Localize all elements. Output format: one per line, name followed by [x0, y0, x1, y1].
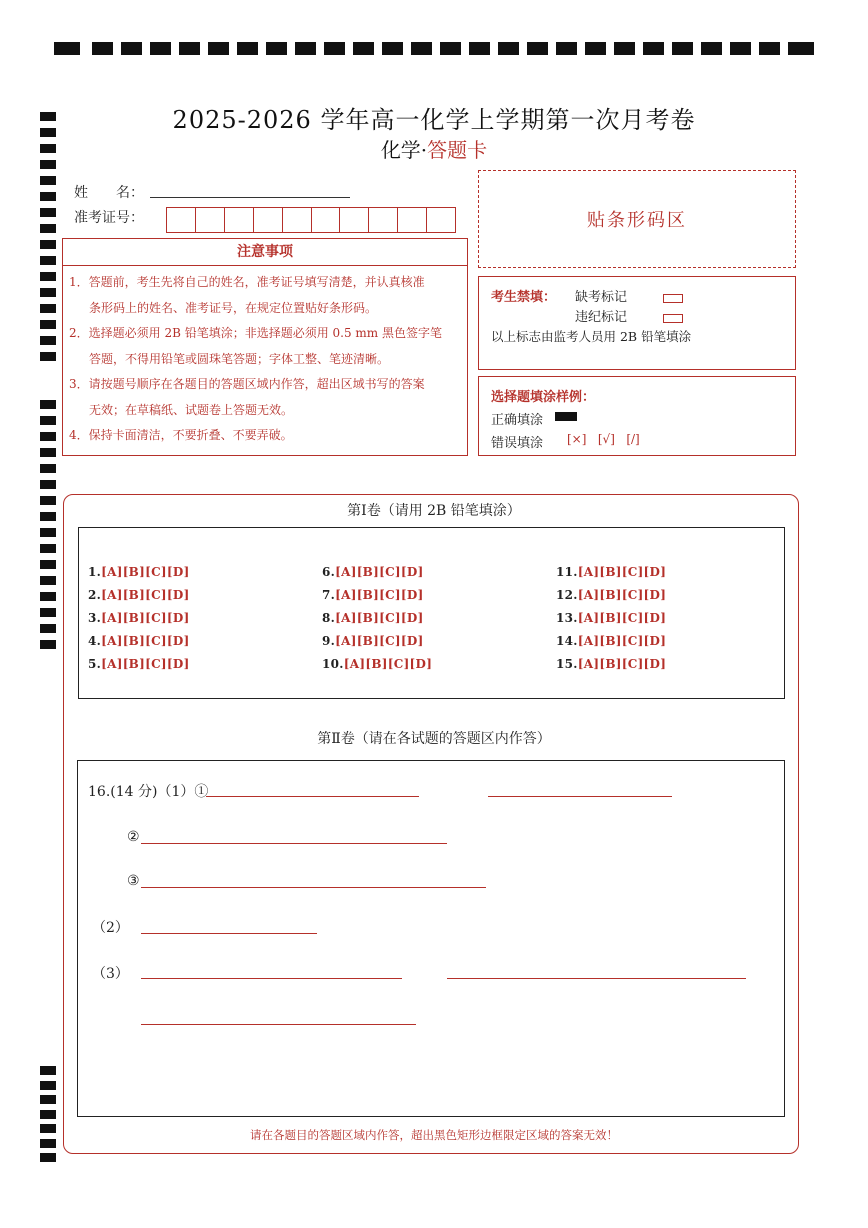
answer-line-1a[interactable] [206, 796, 419, 797]
forbidden-label: 考生禁填： [491, 290, 557, 305]
mc-question-number: 14. [556, 634, 578, 648]
mc-question[interactable] [556, 634, 666, 648]
timing-mark [40, 1066, 56, 1075]
id-digit-box[interactable] [196, 208, 225, 232]
mc-options[interactable]: [A][B][C][D] [577, 634, 667, 648]
mc-question[interactable] [322, 565, 424, 579]
timing-mark [40, 288, 56, 297]
mc-question[interactable] [322, 611, 424, 625]
id-digit-box[interactable] [312, 208, 341, 232]
timing-mark [40, 224, 56, 233]
timing-mark [40, 272, 56, 281]
mc-options[interactable]: [A][B][C][D] [577, 657, 667, 671]
id-digit-box[interactable] [340, 208, 369, 232]
id-digit-box[interactable] [398, 208, 427, 232]
notice-heading: 注意事项 [63, 239, 467, 266]
mc-question-number: 10. [322, 657, 344, 671]
mc-options[interactable]: [A][B][C][D] [577, 588, 667, 602]
mc-options[interactable]: [A][B][C][D] [101, 657, 190, 671]
notice-item: 4．保持卡面清洁，不要折叠、不要弄破。 [69, 428, 293, 442]
id-digit-box[interactable] [427, 208, 455, 232]
notice-item: 答题，不得用铅笔或圆珠笔答题；字体工整、笔迹清晰。 [89, 351, 390, 366]
wrong-fill-marks: [×] [√] [/] [567, 432, 640, 446]
mc-options[interactable]: [A][B][C][D] [101, 588, 190, 602]
section2-title: 第Ⅱ卷（请在各试题的答题区内作答） [317, 731, 551, 747]
id-label: 准考证号： [74, 210, 144, 226]
answer-line-part2[interactable] [141, 933, 317, 934]
mc-question[interactable] [322, 588, 424, 602]
mc-options[interactable]: [A][B][C][D] [335, 634, 424, 648]
forbidden-note: 以上标志由监考人员用 2B 铅笔填涂 [491, 329, 692, 344]
notice-item: 3．请按题号顺序在各题目的答题区域内作答，超出区域书写的答案 [69, 377, 425, 391]
id-digit-box[interactable] [225, 208, 254, 232]
timing-mark [40, 432, 56, 441]
page-subtitle [0, 134, 868, 163]
mc-question[interactable] [322, 657, 432, 671]
footer-warning: 请在各题目的答题区域内作答，超出黑色矩形边框限定区域的答案无效！ [250, 1128, 618, 1142]
mc-question-number: 13. [556, 611, 578, 625]
part3-label: （3） [92, 966, 129, 982]
answer-line-part3a[interactable] [141, 978, 402, 979]
timing-mark [40, 480, 56, 489]
timing-mark [40, 352, 56, 361]
correct-fill-mark [555, 412, 577, 421]
timing-mark [40, 592, 56, 601]
timing-mark [40, 1081, 56, 1090]
mc-options[interactable]: [A][B][C][D] [577, 565, 667, 579]
notice-item: 1．答题前，考生先将自己的姓名，准考证号填写清楚，并认真核准 [69, 275, 425, 289]
answer-line-3[interactable] [141, 887, 486, 888]
mc-question[interactable] [322, 634, 424, 648]
notice-item: 无效；在草稿纸、试题卷上答题无效。 [89, 402, 294, 417]
subtitle-main: 化学· [380, 138, 428, 162]
mc-options[interactable]: [A][B][C][D] [101, 611, 190, 625]
notice-item: 2．选择题必须用 2B 铅笔填涂；非选择题必须用 0.5 mm 黑色签字笔 [69, 326, 443, 340]
notice-item: 条形码上的姓名、准考证号，在规定位置贴好条形码。 [89, 300, 378, 315]
page-title: 2025-2026 学年高一化学上学期第一次月考卷 [172, 106, 696, 134]
correct-fill-label: 正确填涂 [491, 413, 544, 428]
absent-mark-box[interactable] [663, 288, 683, 307]
mc-question[interactable] [88, 657, 190, 671]
answer-line-part3b[interactable] [447, 978, 746, 979]
notice-box [62, 238, 468, 456]
id-digit-box[interactable] [254, 208, 283, 232]
mc-question-number: 7. [322, 588, 336, 602]
mc-question[interactable] [88, 588, 190, 602]
examinee-forbidden-box [478, 276, 796, 370]
timing-mark [40, 192, 56, 201]
mc-question[interactable] [556, 657, 666, 671]
timing-mark [40, 256, 56, 265]
timing-mark [40, 1153, 56, 1162]
fill-sample-box [478, 376, 796, 456]
timing-mark [40, 640, 56, 649]
mc-question[interactable] [556, 611, 666, 625]
mc-options[interactable]: [A][B][C][D] [343, 657, 433, 671]
part2-label: （2） [92, 920, 129, 936]
mc-options[interactable]: [A][B][C][D] [577, 611, 667, 625]
section1-title: 第Ⅰ卷（请用 2B 铅笔填涂） [347, 503, 521, 519]
violation-mark-box[interactable] [663, 308, 683, 327]
written-answer-box [77, 760, 785, 1117]
mc-question-number: 2. [88, 588, 102, 602]
mc-question[interactable] [556, 588, 666, 602]
timing-mark [40, 416, 56, 425]
wrong-fill-label: 错误填涂 [491, 436, 544, 451]
timing-mark [40, 208, 56, 217]
mc-question-number: 6. [322, 565, 336, 579]
name-label: 姓 名： [74, 185, 144, 201]
name-field[interactable] [150, 197, 350, 198]
timing-mark [40, 1110, 56, 1119]
timing-mark [40, 176, 56, 185]
timing-mark [40, 608, 56, 617]
subtitle-accent: 答题卡 [427, 138, 488, 162]
timing-mark [40, 544, 56, 553]
mc-question[interactable] [88, 565, 190, 579]
timing-mark [40, 576, 56, 585]
mc-question-number: 9. [322, 634, 336, 648]
mc-question-number: 5. [88, 657, 102, 671]
id-number-boxes[interactable] [166, 207, 456, 233]
mc-question-number: 4. [88, 634, 102, 648]
answer-line-2[interactable] [141, 843, 447, 844]
timing-mark [40, 336, 56, 345]
mc-question-number: 15. [556, 657, 578, 671]
id-digit-box[interactable] [283, 208, 312, 232]
absent-mark-label: 缺考标记 [575, 290, 628, 305]
timing-mark [40, 304, 56, 313]
mc-question-number: 8. [322, 611, 336, 625]
id-digit-box[interactable] [167, 208, 196, 232]
mc-question-number: 12. [556, 588, 578, 602]
sample-heading: 选择题填涂样例： [491, 390, 596, 405]
mc-question[interactable] [556, 565, 666, 579]
timing-mark [40, 400, 56, 409]
timing-mark [40, 528, 56, 537]
answer-line-1b[interactable] [488, 796, 672, 797]
mc-question-number: 11. [556, 565, 578, 579]
mc-options[interactable]: [A][B][C][D] [101, 565, 190, 579]
mc-options[interactable]: [A][B][C][D] [335, 611, 424, 625]
timing-mark [40, 1095, 56, 1104]
mc-question[interactable] [88, 634, 190, 648]
timing-mark [40, 448, 56, 457]
sub2-label: ② [127, 829, 140, 845]
timing-mark [40, 464, 56, 473]
mc-options[interactable]: [A][B][C][D] [335, 565, 424, 579]
timing-mark [40, 624, 56, 633]
mc-options[interactable]: [A][B][C][D] [335, 588, 424, 602]
id-digit-box[interactable] [369, 208, 398, 232]
violation-mark-label: 违纪标记 [575, 310, 628, 325]
q16-label: 16.(14 分)（1）① [88, 784, 209, 800]
barcode-area: 贴条形码区 [478, 170, 796, 268]
timing-mark [40, 240, 56, 249]
timing-mark [40, 320, 56, 329]
mc-options[interactable]: [A][B][C][D] [101, 634, 190, 648]
mc-question-number: 1. [88, 565, 102, 579]
timing-mark [40, 560, 56, 569]
mc-question[interactable] [88, 611, 190, 625]
sub3-label: ③ [127, 873, 140, 889]
answer-line-part3c[interactable] [141, 1024, 416, 1025]
mc-question-number: 3. [88, 611, 102, 625]
